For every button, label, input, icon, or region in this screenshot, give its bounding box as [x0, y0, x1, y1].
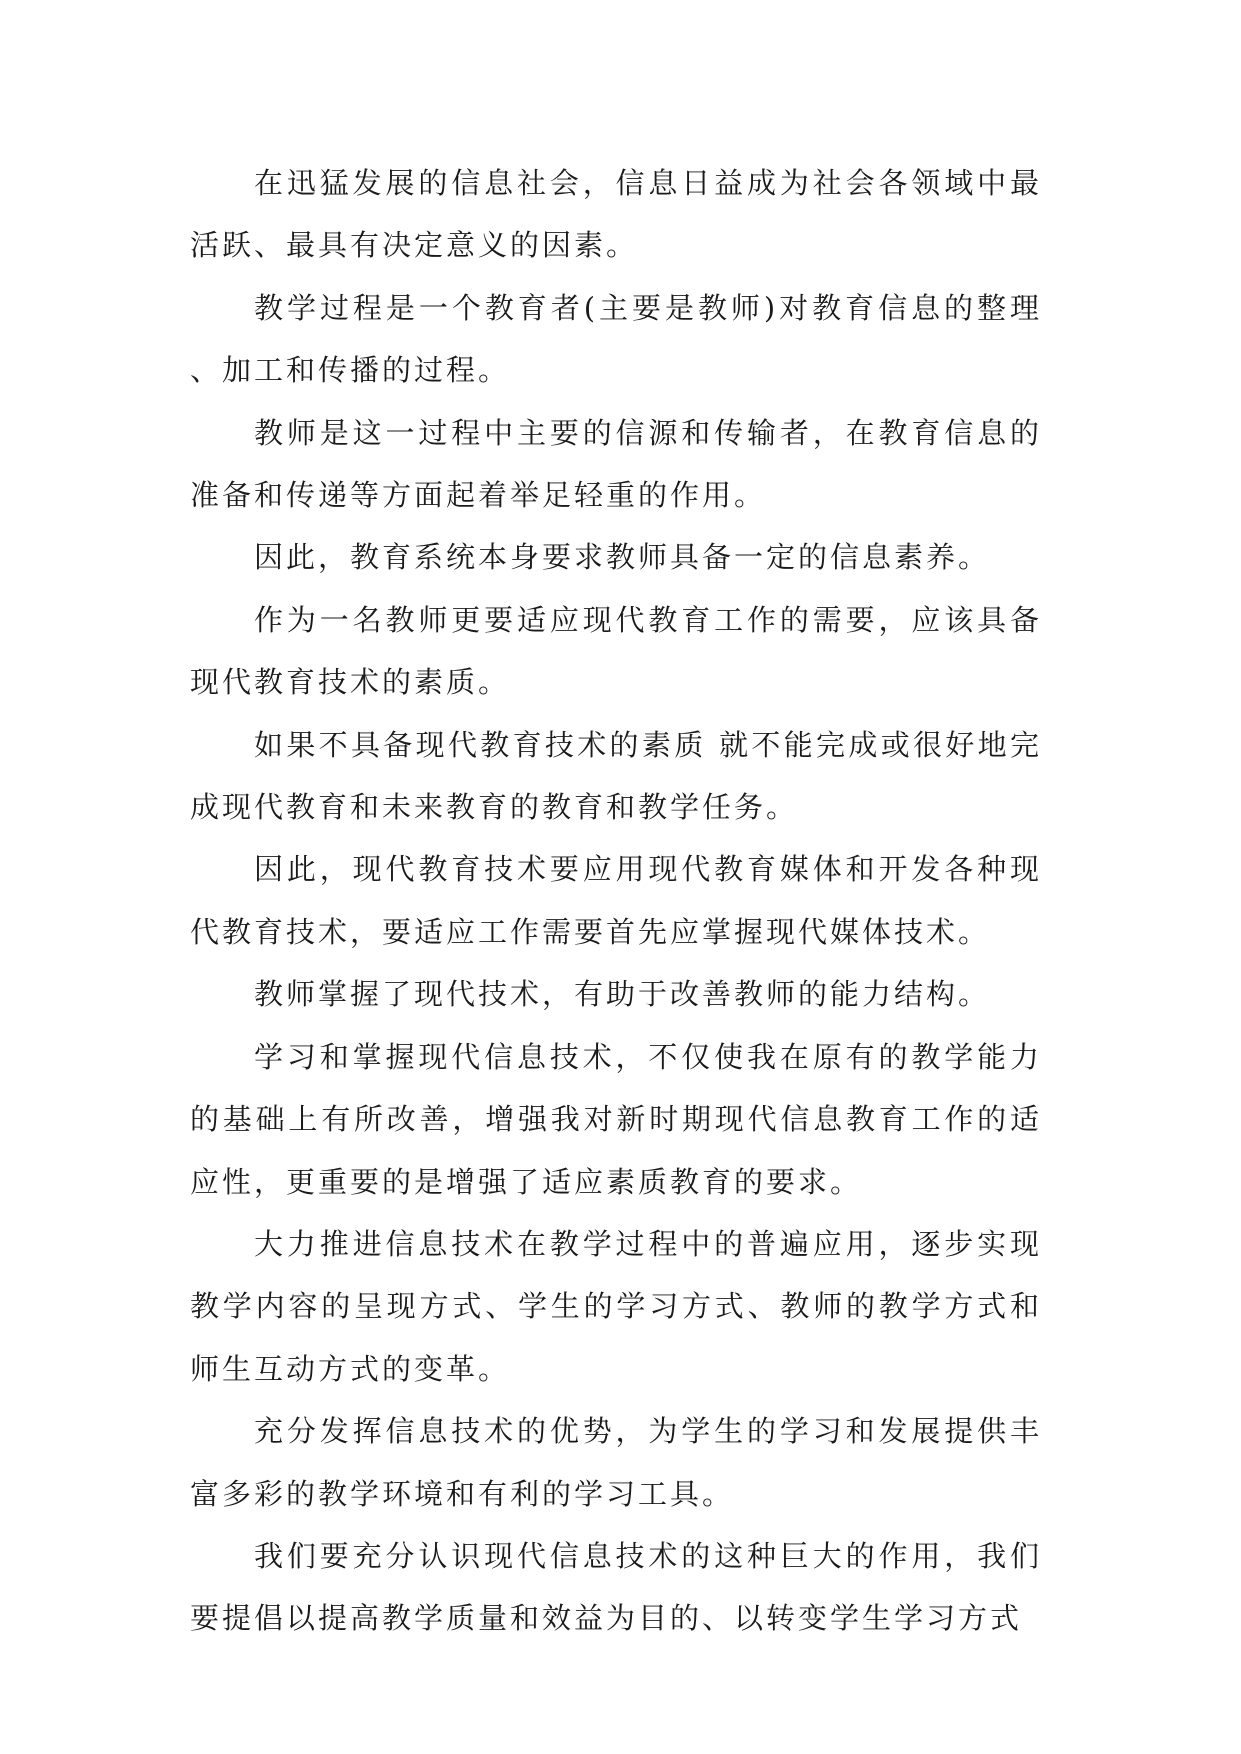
paragraph-8: 教师掌握了现代技术，有助于改善教师的能力结构。: [254, 977, 991, 1012]
paragraph-3: 教师是这一过程中主要的信源和传输者，在教育信息的准备和传递等方面起着举足轻重的作用。: [190, 415, 1042, 513]
paragraph-2: 教学过程是一个教育者(主要是教师)对教育信息的整理、加工和传播的过程。: [190, 290, 1042, 388]
paragraph-5: 作为一名教师更要适应现代教育工作的需要，应该具备现代教育技术的素质。: [190, 602, 1042, 700]
paragraph-6: 如果不具备现代教育技术的素质 就不能完成或很好地完成现代教育和未来教育的教育和教学任务。: [190, 727, 1042, 825]
paragraph-10: 大力推进信息技术在教学过程中的普遍应用，逐步实现教学内容的呈现方式、学生的学习方式、教师的教学方式和师生互动方式的变革。: [190, 1226, 1042, 1386]
paragraph-12: 我们要充分认识现代信息技术的这种巨大的作用，我们要提倡以提高教学质量和效益为目的、以转变学生学习方式: [190, 1538, 1042, 1636]
document-body: [190, 152, 1042, 1650]
paragraph-11: 充分发挥信息技术的优势，为学生的学习和发展提供丰富多彩的教学环境和有利的学习工具。: [190, 1414, 1042, 1511]
paragraph-9: 学习和掌握现代信息技术，不仅使我在原有的教学能力的基础上有所改善，增强我对新时期现代信息教育工作的适应性，更重要的是增强了适应素质教育的要求。: [190, 1039, 1042, 1199]
paragraph-1: 在迅猛发展的信息社会，信息日益成为社会各领域中最活跃、最具有决定意义的因素。: [190, 166, 1042, 263]
paragraph-7: 因此，现代教育技术要应用现代教育媒体和开发各种现代教育技术，要适应工作需要首先应掌握现代媒体技术。: [190, 852, 1042, 949]
paragraph-4: 因此，教育系统本身要求教师具备一定的信息素养。: [254, 540, 991, 575]
